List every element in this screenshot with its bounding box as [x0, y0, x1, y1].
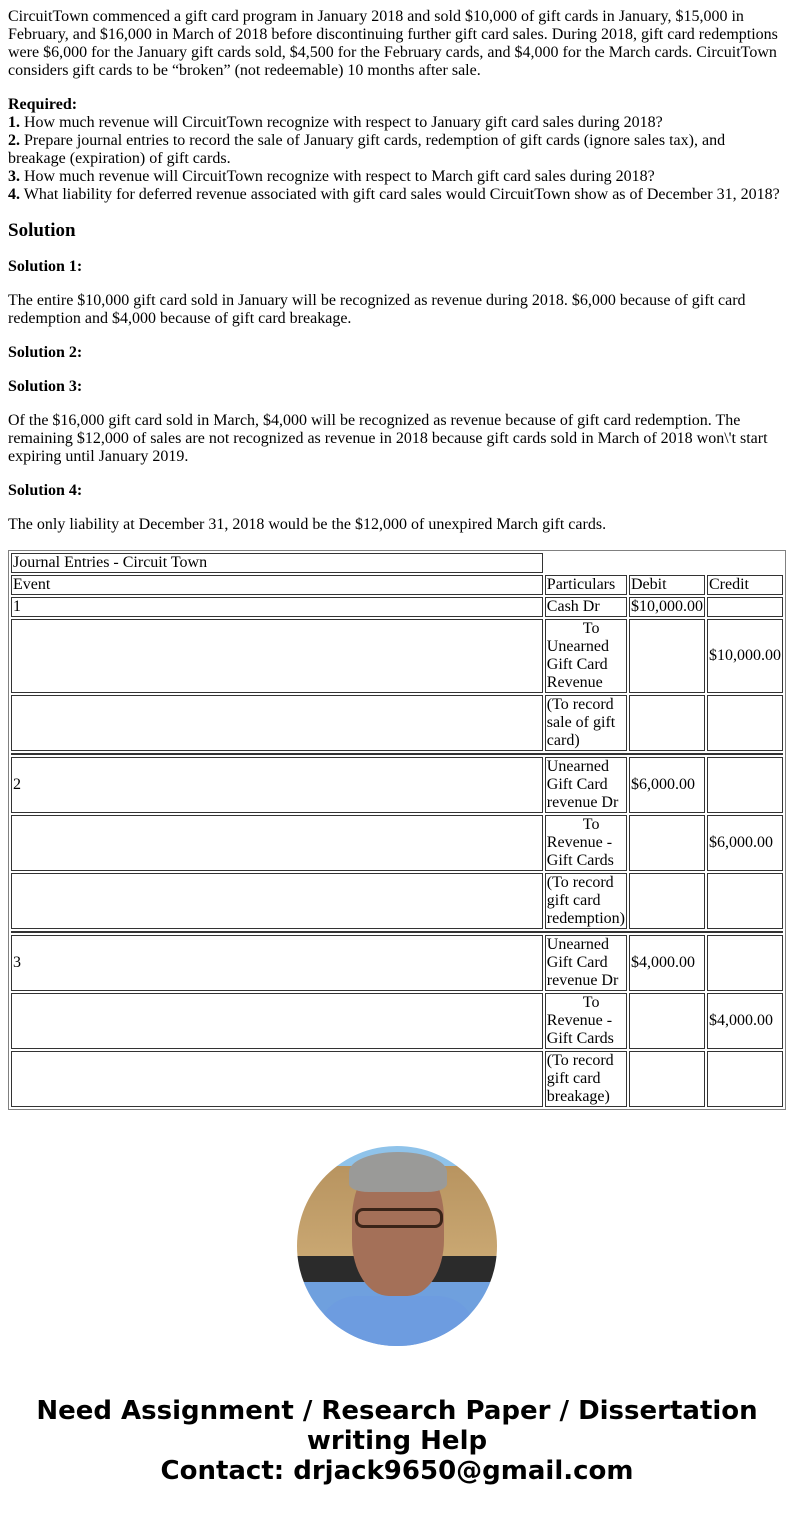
credit-cell: [707, 695, 783, 751]
particulars-cell: Cash Dr: [545, 597, 627, 617]
credit-cell: $10,000.00: [707, 619, 783, 693]
solution-heading: Solution: [8, 220, 76, 241]
table-header-row: [11, 575, 783, 595]
solution-1-text: The entire $10,000 gift card sold in January will be recognized as revenue during 2018. $6,000 because of gift card redemption and $4,000 because of gift card breakage.: [8, 292, 746, 327]
question-text: How much revenue will CircuitTown recognize with respect to January gift card sales during 2018?: [20, 114, 663, 131]
debit-cell: $6,000.00: [629, 757, 705, 813]
credit-cell: [707, 935, 783, 991]
footer-line-1: Need Assignment / Research Paper / Dissertation writing Help: [36, 1396, 758, 1456]
particulars-cell: To Unearned Gift Card Revenue: [545, 619, 627, 693]
credit-cell: [707, 597, 783, 617]
table-row: [11, 757, 783, 813]
particulars-cell: (To record gift card redemption): [546, 874, 625, 927]
credit-cell: $6,000.00: [707, 815, 783, 871]
particulars-cell: Unearned Gift Card revenue Dr: [545, 935, 627, 991]
question-number: 4.: [8, 186, 20, 203]
event-cell: 2: [11, 757, 543, 813]
event-cell: [11, 1051, 543, 1107]
solution-1-title: Solution 1:: [8, 258, 83, 275]
solution-2-title: Solution 2:: [8, 344, 83, 361]
event-cell: [11, 873, 543, 929]
table-row: [11, 619, 783, 693]
event-cell: 3: [11, 935, 543, 991]
solution-3-title: Solution 3:: [8, 378, 83, 395]
question-4: [8, 186, 786, 204]
table-title-row: [11, 553, 783, 573]
solution-3-text: Of the $16,000 gift card sold in March, $4,000 will be recognized as revenue because of gift card redemption. The remaining $12,000 of sales are not recognized as revenue in 2018 because gift cards sold in March of 2018 won\'t start expiring until January 2019.: [8, 412, 768, 465]
debit-cell: [629, 1051, 705, 1107]
question-text: Prepare journal entries to record the sale of January gift cards, redemption of gift cards (ignore sales tax), and breakage (expiration) of gift cards.: [8, 132, 726, 167]
event-cell: [11, 619, 543, 693]
credit-cell: $4,000.00: [707, 993, 783, 1049]
column-header: Event: [11, 575, 543, 595]
debit-cell: [629, 815, 705, 871]
debit-cell: [629, 619, 705, 693]
problem-text: CircuitTown commenced a gift card program in January 2018 and sold $10,000 of gift cards in January, $15,000 in February, and $16,000 in March of 2018 before discontinuing further gift card sales. During 2018, gift card redemptions were $6,000 for the January gift cards sold, $4,500 for the February cards, and $4,000 for the March cards. CircuitTown considers gift cards to be “broken” (not redeemable) 10 months after sale.: [8, 8, 778, 79]
question-text: How much revenue will CircuitTown recognize with respect to March gift card sales during 2018?: [20, 168, 655, 185]
credit-cell: [707, 1051, 783, 1107]
debit-cell: $4,000.00: [629, 935, 705, 991]
particulars-cell: To Revenue - Gift Cards: [545, 993, 627, 1049]
table-row: [11, 873, 783, 929]
debit-cell: [629, 993, 705, 1049]
particulars-cell: Unearned Gift Card revenue Dr: [545, 757, 627, 813]
solution-4-title: Solution 4:: [8, 482, 83, 499]
event-cell: [11, 993, 543, 1049]
particulars-cell: (To record sale of gift card): [545, 695, 627, 751]
required-label: Required:: [8, 96, 78, 113]
footer-ad: [8, 1396, 786, 1486]
solution-4-text: The only liability at December 31, 2018 would be the $12,000 of unexpired March gift cards.: [8, 516, 607, 533]
group-separator: [11, 931, 783, 933]
table-row: [11, 993, 783, 1049]
column-header: Debit: [629, 575, 705, 595]
table-row: [11, 935, 783, 991]
question-1: [8, 114, 786, 132]
event-cell: [11, 815, 543, 871]
table-row: [11, 695, 783, 751]
column-header: Credit: [707, 575, 783, 595]
credit-cell: [707, 873, 783, 929]
particulars-cell: (To record gift card breakage): [545, 1051, 627, 1107]
footer-contact[interactable]: Contact: drjack9650@gmail.com: [160, 1456, 634, 1486]
separator-cell: [11, 931, 783, 933]
debit-cell: [629, 873, 705, 929]
table-row: [11, 597, 783, 617]
separator-cell: [11, 753, 783, 755]
particulars-cell: To Revenue - Gift Cards: [545, 815, 627, 871]
event-cell: [11, 695, 543, 751]
column-header: Particulars: [545, 575, 627, 595]
debit-cell: $10,000.00: [631, 598, 703, 615]
question-number: 3.: [8, 168, 20, 185]
question-number: 1.: [8, 114, 20, 131]
debit-cell: [629, 695, 705, 751]
table-row: [11, 1051, 783, 1107]
group-separator: [11, 753, 783, 755]
question-number: 2.: [8, 132, 20, 149]
question-text: What liability for deferred revenue associated with gift card sales would CircuitTown show as of December 31, 2018?: [20, 186, 780, 203]
question-3: [8, 168, 786, 186]
journal-entries-table: [8, 550, 786, 1110]
event-cell: 1: [11, 597, 543, 617]
required-section: [8, 96, 786, 204]
table-row: [11, 815, 783, 871]
credit-cell: [707, 757, 783, 813]
author-photo: [297, 1146, 497, 1346]
question-2: [8, 132, 786, 168]
table-title: Journal Entries - Circuit Town: [11, 553, 543, 573]
